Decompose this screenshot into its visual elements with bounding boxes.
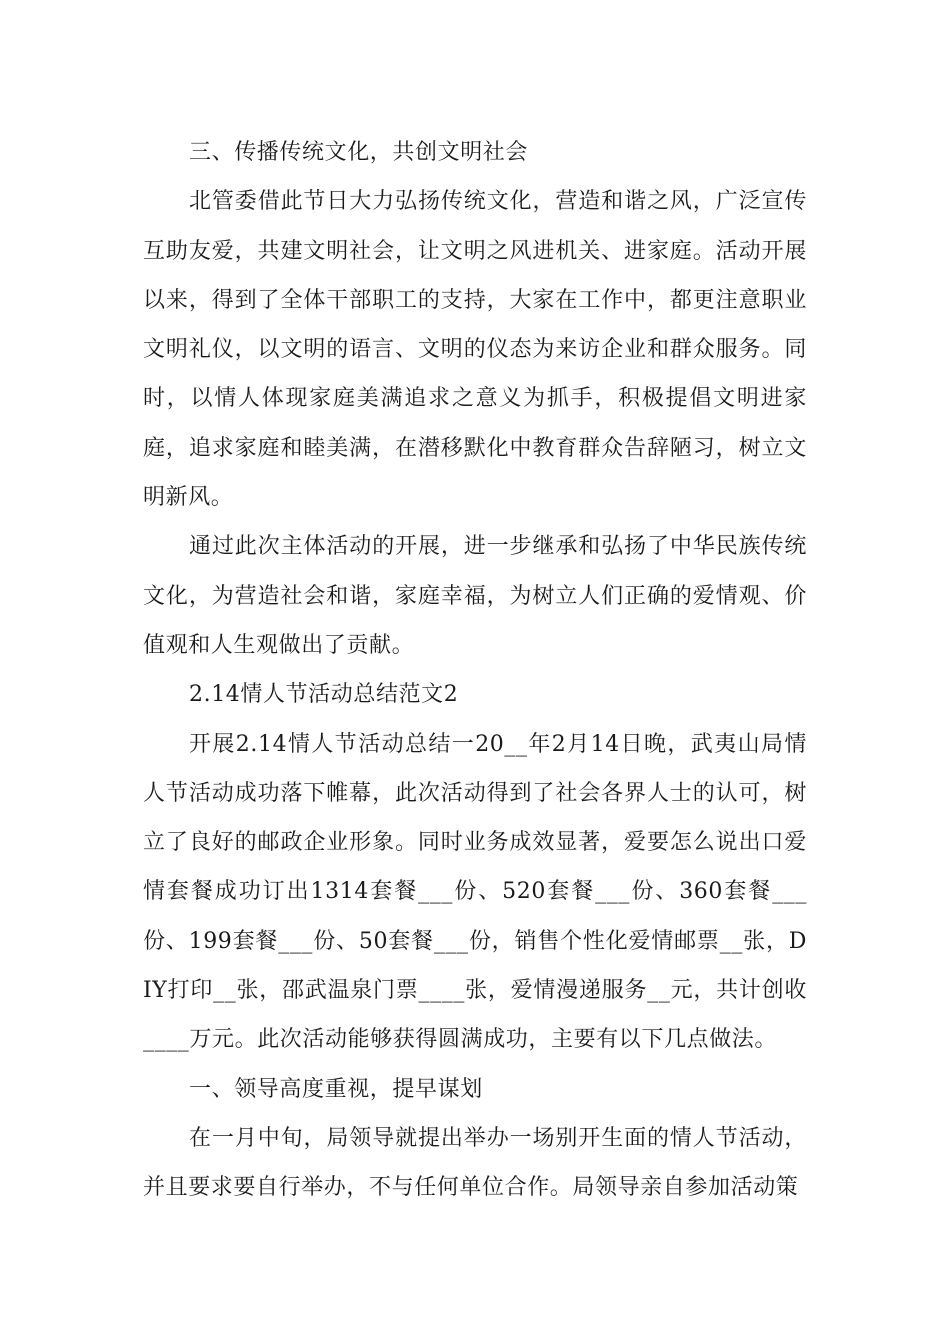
paragraph-contribution: 通过此次主体活动的开展，进一步继承和弘扬了中华民族传统文化，为营造社会和谐，家庭幸福，为树立人们正确的爱情观、价值观和人生观做出了贡献。 <box>143 534 807 658</box>
article-title-2: 2.14情人节活动总结范文2 <box>189 682 459 708</box>
paragraph-leadership: 在一月中旬，局领导就提出举办一场别开生面的情人节活动，并且要求要自行举办，不与任何单位合作。局领导亲自参加活动策 <box>143 1125 807 1201</box>
section-heading-leadership: 一、领导高度重视，提早谋划 <box>189 1076 483 1102</box>
document-body <box>143 128 807 1213</box>
paragraph-culture: 北管委借此节日大力弘扬传统文化，营造和谐之风，广泛宣传互助友爱，共建文明社会，让文明之风进机关、进家庭。活动开展以来，得到了全体干部职工的支持，大家在工作中，都更注意职业文明礼仪，以文明的语言、文明的仪态为来访企业和群众服务。同时，以情人体现家庭美满追求之意义为抓手，积极提倡文明进家庭，追求家庭和睦美满，在潜移默化中教育群众告辞陋习，树立文明新风。 <box>143 189 807 511</box>
paragraph-summary: 开展2.14情人节活动总结一20__年2月14日晚，武夷山局情人节活动成功落下帷幕，此次活动得到了社会各界人士的认可，树立了良好的邮政企业形象。同时业务成效显著，爱要怎么说出口爱情套餐成功订出1314套餐___份、520套餐___份、360套餐___份、199套餐___份、50套餐___份，销售个性化爱情邮票__张，DIY打印__张，邵武温泉门票____张，爱情漫递服务__元，共计创收____万元。此次活动能够获得圆满成功，主要有以下几点做法。 <box>143 731 807 1053</box>
section-heading-culture: 三、传播传统文化，共创文明社会 <box>189 140 529 165</box>
